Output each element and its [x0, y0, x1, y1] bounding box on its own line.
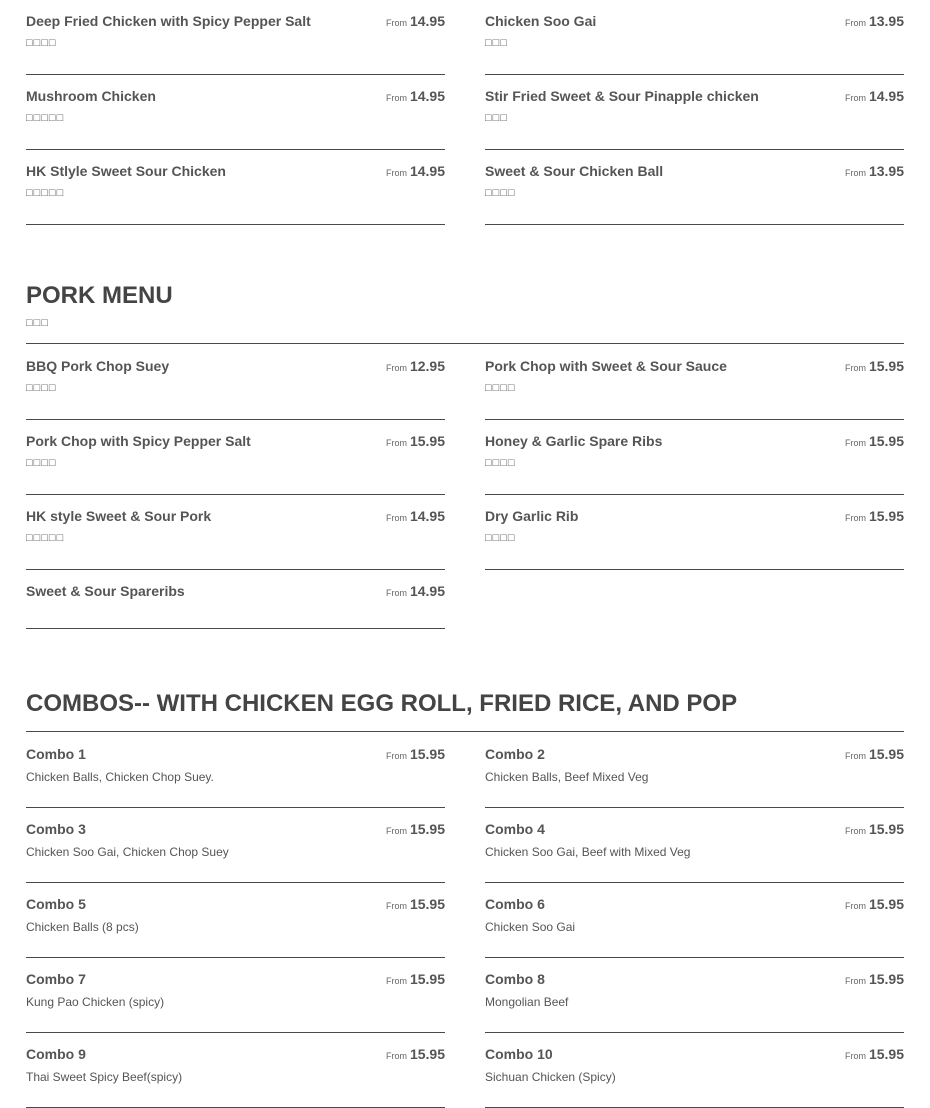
- price-value: 12.95: [409, 358, 445, 374]
- from-label: From: [385, 93, 407, 103]
- item-price: [386, 583, 445, 601]
- menu-item[interactable]: [485, 150, 904, 225]
- pork-left-column: [26, 345, 445, 629]
- item-subtitle: □□□: [485, 112, 508, 124]
- from-label: From: [385, 168, 407, 178]
- from-label: From: [385, 751, 407, 761]
- menu-item[interactable]: [26, 75, 445, 150]
- from-label: From: [844, 513, 866, 523]
- item-price: [386, 163, 445, 181]
- item-name: Combo 10: [485, 1046, 553, 1062]
- price-value: 13.95: [868, 13, 904, 29]
- item-name: Pork Chop with Sweet & Sour Sauce: [485, 358, 727, 374]
- from-label: From: [844, 438, 866, 448]
- item-price: [845, 13, 904, 31]
- price-value: 15.95: [409, 821, 445, 837]
- item-name: Combo 1: [26, 746, 86, 762]
- from-label: From: [844, 826, 866, 836]
- item-description: Kung Pao Chicken (spicy): [26, 995, 165, 1009]
- item-price: [845, 433, 904, 451]
- chicken-left-column: [26, 0, 445, 225]
- item-name: Combo 7: [26, 971, 86, 987]
- from-label: From: [385, 588, 407, 598]
- section-title: COMBOS-- WITH CHICKEN EGG ROLL, FRIED RICE, AND POP: [26, 690, 738, 717]
- menu-item[interactable]: [26, 808, 445, 883]
- item-price: [386, 971, 445, 989]
- item-name: Deep Fried Chicken with Spicy Pepper Salt: [26, 13, 311, 29]
- item-name: Combo 8: [485, 971, 545, 987]
- combos-right-column: [485, 733, 904, 1108]
- item-description: Chicken Balls (8 pcs): [26, 920, 139, 934]
- from-label: From: [844, 901, 866, 911]
- item-price: [845, 88, 904, 106]
- item-subtitle: □□□□□: [26, 112, 65, 124]
- item-description: Chicken Soo Gai, Chicken Chop Suey: [26, 845, 229, 859]
- menu-item[interactable]: [485, 495, 904, 570]
- price-value: 14.95: [409, 13, 445, 29]
- price-value: 15.95: [868, 433, 904, 449]
- from-label: From: [385, 438, 407, 448]
- menu-item[interactable]: [26, 150, 445, 225]
- item-price: [845, 163, 904, 181]
- from-label: From: [385, 1051, 407, 1061]
- item-subtitle: □□□□: [26, 37, 57, 49]
- combos-menu-grid: [26, 733, 904, 1108]
- item-description: Sichuan Chicken (Spicy): [485, 1070, 616, 1084]
- item-name: Stir Fried Sweet & Sour Pinapple chicken: [485, 88, 759, 104]
- from-label: From: [385, 18, 407, 28]
- item-price: [386, 13, 445, 31]
- menu-item[interactable]: [485, 808, 904, 883]
- price-value: 14.95: [409, 163, 445, 179]
- item-price: [845, 971, 904, 989]
- from-label: From: [844, 751, 866, 761]
- from-label: From: [385, 513, 407, 523]
- menu-item[interactable]: [26, 495, 445, 570]
- menu-item[interactable]: [26, 733, 445, 808]
- item-name: Sweet & Sour Chicken Ball: [485, 163, 664, 179]
- from-label: From: [844, 93, 866, 103]
- item-name: Combo 4: [485, 821, 545, 837]
- item-name: Combo 3: [26, 821, 86, 837]
- item-subtitle: □□□□: [485, 457, 516, 469]
- item-name: HK Stlyle Sweet Sour Chicken: [26, 163, 226, 179]
- price-value: 14.95: [409, 508, 445, 524]
- item-description: Chicken Balls, Chicken Chop Suey.: [26, 770, 214, 784]
- price-value: 15.95: [868, 1046, 904, 1062]
- price-value: 13.95: [868, 163, 904, 179]
- item-price: [845, 896, 904, 914]
- item-name: Dry Garlic Rib: [485, 508, 579, 524]
- from-label: From: [844, 168, 866, 178]
- item-price: [386, 508, 445, 526]
- item-price: [845, 746, 904, 764]
- from-label: From: [385, 826, 407, 836]
- item-subtitle: □□□□: [26, 457, 57, 469]
- menu-item[interactable]: [26, 420, 445, 495]
- item-description: Thai Sweet Spicy Beef(spicy): [26, 1070, 183, 1084]
- item-description: Mongolian Beef: [485, 995, 569, 1009]
- price-value: 15.95: [409, 1046, 445, 1062]
- menu-item[interactable]: [26, 1033, 445, 1108]
- menu-item[interactable]: [485, 733, 904, 808]
- from-label: From: [844, 1051, 866, 1061]
- menu-item[interactable]: [26, 0, 445, 75]
- from-label: From: [385, 901, 407, 911]
- item-name: HK style Sweet & Sour Pork: [26, 508, 212, 524]
- from-label: From: [385, 976, 407, 986]
- section-subtitle: □□□: [26, 317, 49, 329]
- item-price: [386, 433, 445, 451]
- item-name: Pork Chop with Spicy Pepper Salt: [26, 433, 251, 449]
- pork-menu-grid: [26, 345, 904, 629]
- menu-item[interactable]: [485, 75, 904, 150]
- item-name: Combo 5: [26, 896, 86, 912]
- item-name: Chicken Soo Gai: [485, 13, 597, 29]
- item-subtitle: □□□□: [485, 532, 516, 544]
- menu-item[interactable]: [485, 1033, 904, 1108]
- price-value: 15.95: [409, 746, 445, 762]
- from-label: From: [844, 363, 866, 373]
- item-subtitle: □□□□: [26, 382, 57, 394]
- item-price: [386, 821, 445, 839]
- item-subtitle: □□□: [485, 37, 508, 49]
- item-price: [386, 358, 445, 376]
- item-description: Chicken Balls, Beef Mixed Veg: [485, 770, 649, 784]
- price-value: 15.95: [868, 971, 904, 987]
- combos-section-header: [26, 678, 904, 732]
- price-value: 15.95: [868, 508, 904, 524]
- item-name: Honey & Garlic Spare Ribs: [485, 433, 663, 449]
- section-title: PORK MENU: [26, 282, 173, 309]
- item-name: BBQ Pork Chop Suey: [26, 358, 170, 374]
- menu-item[interactable]: [26, 345, 445, 420]
- item-subtitle: □□□□□: [26, 532, 65, 544]
- price-value: 14.95: [409, 583, 445, 599]
- price-value: 15.95: [868, 896, 904, 912]
- price-value: 14.95: [409, 88, 445, 104]
- item-name: Combo 2: [485, 746, 545, 762]
- item-subtitle: □□□□□: [26, 187, 65, 199]
- from-label: From: [844, 18, 866, 28]
- item-name: Combo 6: [485, 896, 545, 912]
- price-value: 15.95: [409, 433, 445, 449]
- menu-item[interactable]: [26, 958, 445, 1033]
- menu-item[interactable]: [485, 0, 904, 75]
- item-name: Combo 9: [26, 1046, 86, 1062]
- price-value: 15.95: [409, 896, 445, 912]
- item-name: Mushroom Chicken: [26, 88, 156, 104]
- item-price: [845, 508, 904, 526]
- item-subtitle: □□□□: [485, 187, 516, 199]
- price-value: 15.95: [868, 821, 904, 837]
- pork-section-header: [26, 270, 904, 344]
- item-description: Chicken Soo Gai: [485, 920, 576, 934]
- price-value: 15.95: [868, 358, 904, 374]
- menu-item[interactable]: [26, 883, 445, 958]
- item-name: Sweet & Sour Spareribs: [26, 583, 185, 599]
- item-price: [845, 1046, 904, 1064]
- price-value: 15.95: [868, 746, 904, 762]
- chicken-menu-grid: [26, 0, 904, 225]
- item-price: [386, 896, 445, 914]
- menu-item[interactable]: [485, 420, 904, 495]
- price-value: 15.95: [409, 971, 445, 987]
- chicken-right-column: [485, 0, 904, 225]
- from-label: From: [385, 363, 407, 373]
- item-description: Chicken Soo Gai, Beef with Mixed Veg: [485, 845, 691, 859]
- item-price: [845, 358, 904, 376]
- menu-item[interactable]: [26, 570, 445, 629]
- item-price: [386, 746, 445, 764]
- item-price: [386, 88, 445, 106]
- menu-item[interactable]: [485, 345, 904, 420]
- item-price: [386, 1046, 445, 1064]
- item-price: [845, 821, 904, 839]
- menu-item[interactable]: [485, 958, 904, 1033]
- price-value: 14.95: [868, 88, 904, 104]
- item-subtitle: □□□□: [485, 382, 516, 394]
- menu-item[interactable]: [485, 883, 904, 958]
- combos-left-column: [26, 733, 445, 1108]
- pork-right-column: [485, 345, 904, 629]
- from-label: From: [844, 976, 866, 986]
